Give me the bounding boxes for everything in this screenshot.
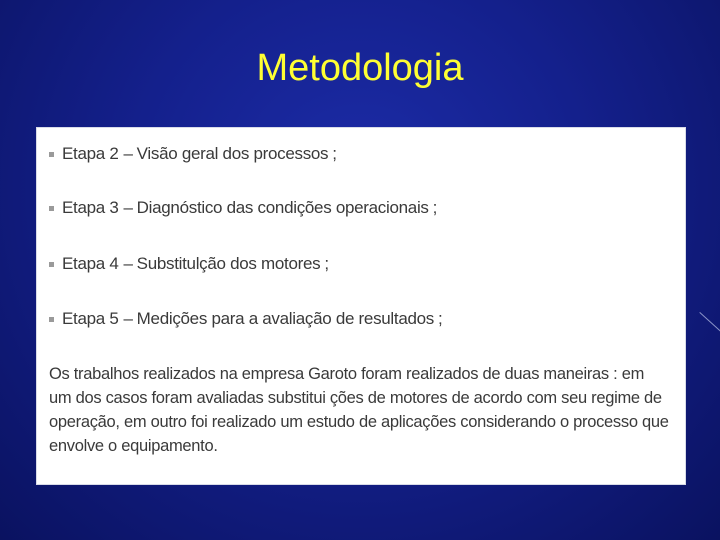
bullet-semicolon: ; [432,198,438,217]
bullet-semicolon: ; [332,144,337,163]
bullet-text: Substitulção dos motores [136,254,321,273]
bullet-lead: Etapa 3 [62,198,119,217]
bullet-square-icon [49,152,54,157]
bullet-item-etapa-3 [49,196,437,220]
body-paragraph: Os trabalhos realizados na empresa Garoto foram realizados de duas maneiras : em um dos casos foram avaliadas substitui ções de motores de acordo com seu regime de operação, em outro foi realizado um estudo de aplicações considerando o processo que envolve o equipamento. [49,365,669,455]
decorative-line [699,312,720,333]
bullet-item-etapa-5 [49,307,442,331]
content-panel [36,127,686,485]
bullet-text: Diagnóstico das condições operacionais [136,198,429,217]
bullet-text: Medições para a avaliação de resultados [136,309,434,328]
bullet-semicolon: ; [438,309,443,328]
bullet-dash: – [123,254,133,273]
slide-title: Metodologia [256,47,464,89]
bullet-dash: – [123,309,133,328]
bullet-lead: Etapa 2 [62,144,119,163]
bullet-dash: – [123,144,133,163]
bullet-lead: Etapa 4 [62,254,119,273]
bullet-item-etapa-2 [49,142,337,166]
bullet-dash: – [123,198,133,217]
bullet-square-icon [49,317,54,322]
bullet-item-etapa-4 [49,252,329,276]
bullet-square-icon [49,206,54,211]
bullet-text: Visão geral dos processos [136,144,329,163]
bullet-lead: Etapa 5 [62,309,119,328]
bullet-semicolon: ; [324,254,329,273]
bullet-square-icon [49,262,54,267]
